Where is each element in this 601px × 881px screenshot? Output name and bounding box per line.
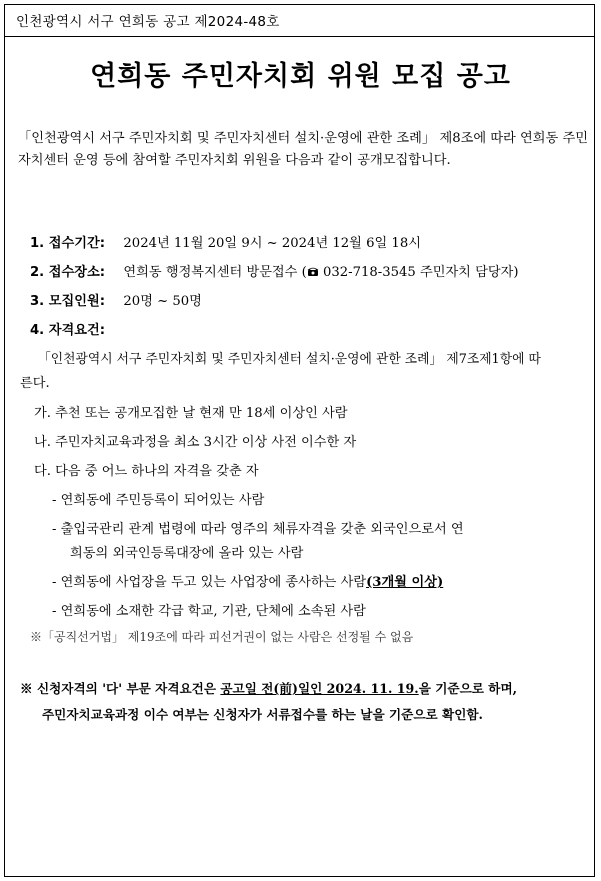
item-application-period <box>30 232 421 251</box>
qualification-intro-line1: 「인천광역시 서구 주민자치회 및 주민자치센터 설치·운영에 관한 조례」 제7조제1항에 따 <box>38 352 541 367</box>
intro-paragraph: 「인천광역시 서구 주민자치회 및 주민자치센터 설치·운영에 관한 조례」 제8조에 따라 연희동 주민자치센터 운영 등에 참여할 주민자치회 위원을 다음과 같이 공개모집합니다. <box>18 131 588 168</box>
page-title: 연희동 주민자치회 위원 모집 공고 <box>90 61 511 92</box>
item-recruit-count <box>30 290 202 309</box>
sub-item-institution: - 연희동에 소재한 각급 학교, 기관, 단체에 소속된 사람 <box>52 604 366 619</box>
header-divider <box>4 36 595 37</box>
item-application-place <box>30 261 518 280</box>
final-note-text: ※ 신청자격의 '다' 부문 자격요건은 <box>20 681 221 696</box>
item-label: 3. 모집인원: <box>30 294 106 309</box>
qualification-intro-line2: 른다. <box>20 376 50 391</box>
item-value: 2024년 11월 20일 9시 ~ 2024년 12월 6일 18시 <box>123 236 421 251</box>
worker-duration: (3개월 이상) <box>366 575 444 590</box>
item-value: 20명 ~ 50명 <box>123 294 202 309</box>
sub-item-worker <box>52 571 443 590</box>
final-note <box>20 676 590 728</box>
item-qualifications <box>30 319 105 338</box>
final-note-line2: 주민자치교육과정 이수 여부는 신청자가 서류접수를 하는 날을 기준으로 확인함. <box>42 707 483 722</box>
item-label: 4. 자격요건: <box>30 323 106 338</box>
item-value-prefix: 연희동 행정복지센터 방문접수 ( <box>123 265 307 280</box>
sub-item-resident: - 연희동에 주민등록이 되어있는 사람 <box>52 493 265 508</box>
sub-item-worker-text: - 연희동에 사업장을 두고 있는 사업장에 종사하는 사람 <box>52 575 367 590</box>
sub-item-foreigner-cont: 희동의 외국인등록대장에 올라 있는 사람 <box>70 546 304 561</box>
telephone-icon <box>307 265 319 277</box>
item-value-suffix: 032-718-3545 주민자치 담당자) <box>318 265 519 280</box>
notice-number: 인천광역시 서구 연희동 공고 제2024-48호 <box>16 14 280 30</box>
qualification-na: 나. 주민자치교육과정을 최소 3시간 이상 사전 이수한 자 <box>34 435 357 450</box>
sub-item-foreigner: - 출입국관리 관계 법령에 따라 영주의 체류자격을 갖춘 외국인으로서 연 <box>52 522 464 537</box>
qualification-da: 다. 다음 중 어느 하나의 자격을 갖춘 자 <box>34 464 259 479</box>
qualification-ga: 가. 추천 또는 공개모집한 날 현재 만 18세 이상인 사람 <box>34 406 348 421</box>
final-note-line1 <box>20 676 590 702</box>
election-law-note: ※「공직선거법」 제19조에 따라 피선거권이 없는 사람은 선정될 수 없음 <box>30 630 414 644</box>
final-note-date: 공고일 전(前)일인 2024. 11. 19. <box>220 681 419 696</box>
final-note-text-end: 을 기준으로 하며, <box>418 681 518 696</box>
item-label: 1. 접수기간: <box>30 236 106 251</box>
item-label: 2. 접수장소: <box>30 265 106 280</box>
